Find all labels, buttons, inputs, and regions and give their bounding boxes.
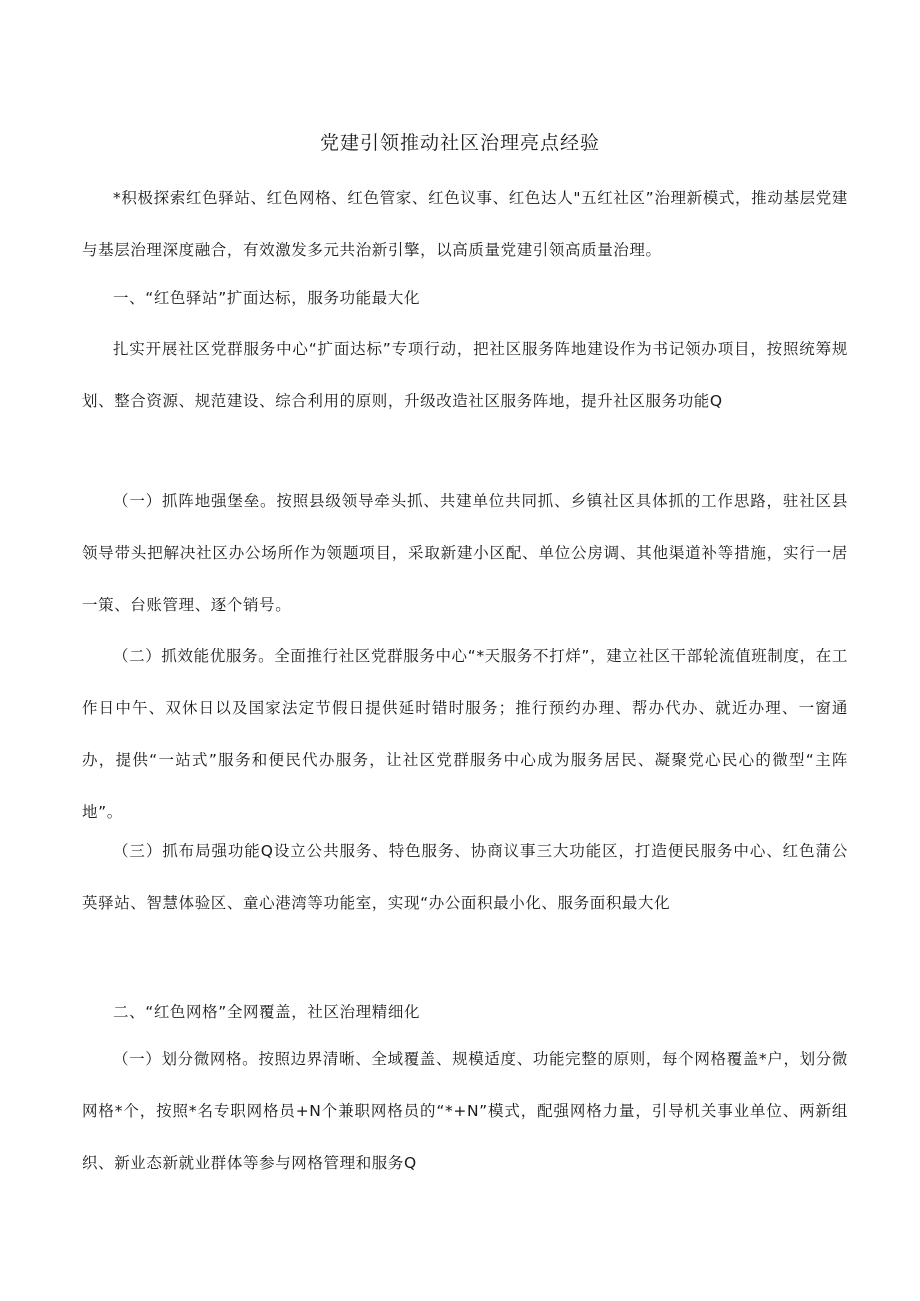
section-1-paragraph: 扎实开展社区党群服务中心“扩面达标”专项行动，把社区服务阵地建设作为书记领办项目，按照统筹规划、整合资源、规范建设、综合利用的原则，升级改造社区服务阵地，提升社区服务功能Q: [82, 340, 848, 410]
document-title: 党建引领推动社区治理亮点经验: [319, 132, 600, 154]
section-heading-1: 一、“红色驿站”扩面达标，服务功能最大化: [113, 289, 421, 307]
intro-paragraph: *积极探索红色驿站、红色网格、红色管家、红色议事、红色达人"五红社区”治理新模式，推动基层党建与基层治理深度融合，有效激发多元共治新引擎，以高质量党建引领高质量治理。: [82, 189, 848, 259]
subsection-2-1-paragraph: （一）划分微网格。按照边界清晰、全域覆盖、规模适度、功能完整的原则，每个网格覆盖*户，划分微网格*个，按照*名专职网格员+N个兼职网格员的“*+N”模式，配强网格力量，引导机关事业单位、两新组织、新业态新就业群体等参与网格管理和服务Q: [82, 1050, 848, 1172]
subsection-1-1-paragraph: （一）抓阵地强堡垒。按照县级领导牵头抓、共建单位共同抓、乡镇社区具体抓的工作思路，驻社区县领导带头把解决社区办公场所作为领题项目，采取新建小区配、单位公房调、其他渠道补等措施，实行一居一策、台账管理、逐个销号。: [82, 492, 848, 614]
subsection-1-2-paragraph: （二）抓效能优服务。全面推行社区党群服务中心“*天服务不打烊”，建立社区干部轮流值班制度，在工作日中午、双休日以及国家法定节假日提供延时错时服务；推行预约办理、帮办代办、就近办理、一窗通办，提供“一站式”服务和便民代办服务，让社区党群服务中心成为服务居民、凝聚党心民心的微型“主阵地”。: [82, 647, 848, 821]
subsection-1-3-paragraph: （三）抓布局强功能Q设立公共服务、特色服务、协商议事三大功能区，打造便民服务中心、红色蒲公英驿站、智慧体验区、童心港湾等功能室，实现“办公面积最小化、服务面积最大化: [82, 842, 848, 912]
section-heading-2: 二、“红色网格”全网覆盖，社区治理精细化: [113, 1003, 421, 1021]
